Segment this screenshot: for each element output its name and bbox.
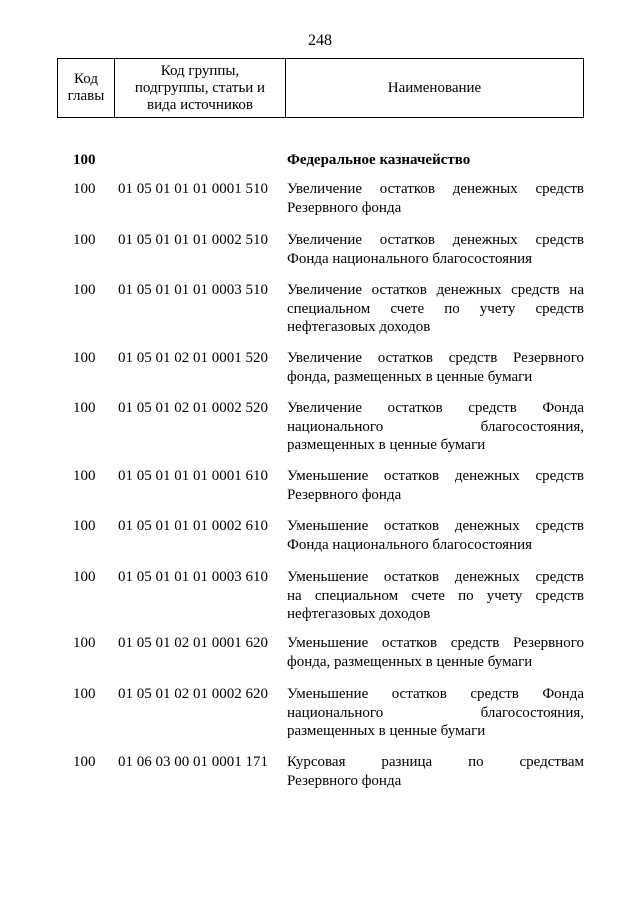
source-name — [287, 180, 584, 217]
header-source-code — [115, 59, 286, 118]
source-name-line: национального благосостояния, — [287, 704, 584, 721]
source-name-line: фонда, размещенных в ценные бумаги — [287, 653, 533, 670]
header-name: Наименование — [286, 59, 584, 118]
source-name-line: Увеличение остатков денежных средств — [287, 232, 584, 248]
source-name-line: Уменьшение остатков средств Фонда — [287, 686, 584, 702]
table-row — [57, 753, 584, 813]
section-chapter: 100 — [73, 152, 96, 168]
source-name — [287, 399, 584, 455]
section-name: Федеральное казначейство — [287, 152, 471, 168]
source-name-line: нефтегазовых доходов — [287, 606, 431, 622]
source-code: 01 05 01 02 01 0002 520 — [118, 400, 268, 416]
source-code: 01 05 01 01 01 0002 610 — [118, 518, 268, 534]
chapter-code: 100 — [73, 754, 96, 770]
source-code: 01 06 03 00 01 0001 171 — [118, 754, 268, 770]
chapter-code: 100 — [73, 282, 96, 298]
source-name-line: Увеличение остатков денежных средств — [287, 181, 584, 197]
source-name — [287, 349, 584, 386]
source-name-line: национального благосостояния, — [287, 418, 584, 435]
header-source-code-line: вида источников — [146, 96, 253, 113]
source-name-line: Уменьшение остатков средств Резервного — [287, 635, 584, 651]
source-code: 01 05 01 01 01 0001 510 — [118, 181, 268, 197]
source-name-line: Увеличение остатков средств Резервного — [287, 350, 584, 366]
source-name — [287, 281, 584, 337]
source-name — [287, 568, 584, 624]
chapter-code: 100 — [73, 569, 96, 585]
table-row — [57, 281, 584, 341]
chapter-code: 100 — [73, 400, 96, 416]
source-name-line: Уменьшение остатков денежных средств — [287, 518, 584, 534]
table-row — [57, 568, 584, 628]
source-name-line: нефтегазовых доходов — [287, 319, 431, 335]
table-row — [57, 685, 584, 745]
source-name-line: Уменьшение остатков денежных средств — [287, 569, 584, 585]
chapter-code: 100 — [73, 350, 96, 366]
source-code: 01 05 01 01 01 0001 610 — [118, 468, 268, 484]
source-code: 01 05 01 02 01 0001 520 — [118, 350, 268, 366]
source-name — [287, 231, 584, 268]
source-name-line: Уменьшение остатков денежных средств — [287, 468, 584, 484]
source-code: 01 05 01 01 01 0003 510 — [118, 282, 268, 298]
source-code: 01 05 01 01 01 0002 510 — [118, 232, 268, 248]
source-name-line: Фонда национального благосостояния — [287, 536, 533, 553]
chapter-code: 100 — [73, 635, 96, 651]
source-name-line: размещенных в ценные бумаги — [287, 437, 486, 453]
source-name-line: специальном счете по учету средств — [287, 300, 584, 317]
source-name-line: Фонда национального благосостояния — [287, 250, 533, 267]
page-number: 248 — [308, 32, 332, 49]
source-name — [287, 467, 584, 504]
source-name — [287, 634, 584, 671]
source-name-line: Резервного фонда — [287, 486, 402, 503]
source-name — [287, 517, 584, 554]
header-chapter-code-line: Код — [74, 71, 98, 87]
chapter-code: 100 — [73, 468, 96, 484]
source-name-line: Увеличение остатков средств Фонда — [287, 400, 584, 416]
source-name-line: Резервного фонда — [287, 199, 402, 216]
source-name-line: на специальном счете по учету средств — [287, 587, 584, 604]
chapter-code: 100 — [73, 181, 96, 197]
table-row — [57, 399, 584, 459]
source-name-line: Резервного фонда — [287, 772, 402, 789]
chapter-code: 100 — [73, 686, 96, 702]
header-chapter-code-line: главы — [67, 88, 105, 104]
source-name — [287, 753, 584, 790]
source-name — [287, 685, 584, 741]
source-name-line: размещенных в ценные бумаги — [287, 723, 486, 739]
header-source-code-line: Код группы, — [160, 62, 240, 79]
table-header — [57, 58, 584, 118]
source-code: 01 05 01 01 01 0003 610 — [118, 569, 268, 585]
chapter-code: 100 — [73, 232, 96, 248]
source-name-line: Курсовая разница по средствам — [287, 754, 584, 770]
source-code: 01 05 01 02 01 0001 620 — [118, 635, 268, 651]
header-source-code-line: подгруппы, статьи и — [134, 79, 266, 96]
source-name-line: Увеличение остатков денежных средств на — [287, 282, 584, 298]
source-name-line: фонда, размещенных в ценные бумаги — [287, 368, 533, 385]
source-code: 01 05 01 02 01 0002 620 — [118, 686, 268, 702]
chapter-code: 100 — [73, 518, 96, 534]
header-chapter-code — [58, 59, 115, 118]
